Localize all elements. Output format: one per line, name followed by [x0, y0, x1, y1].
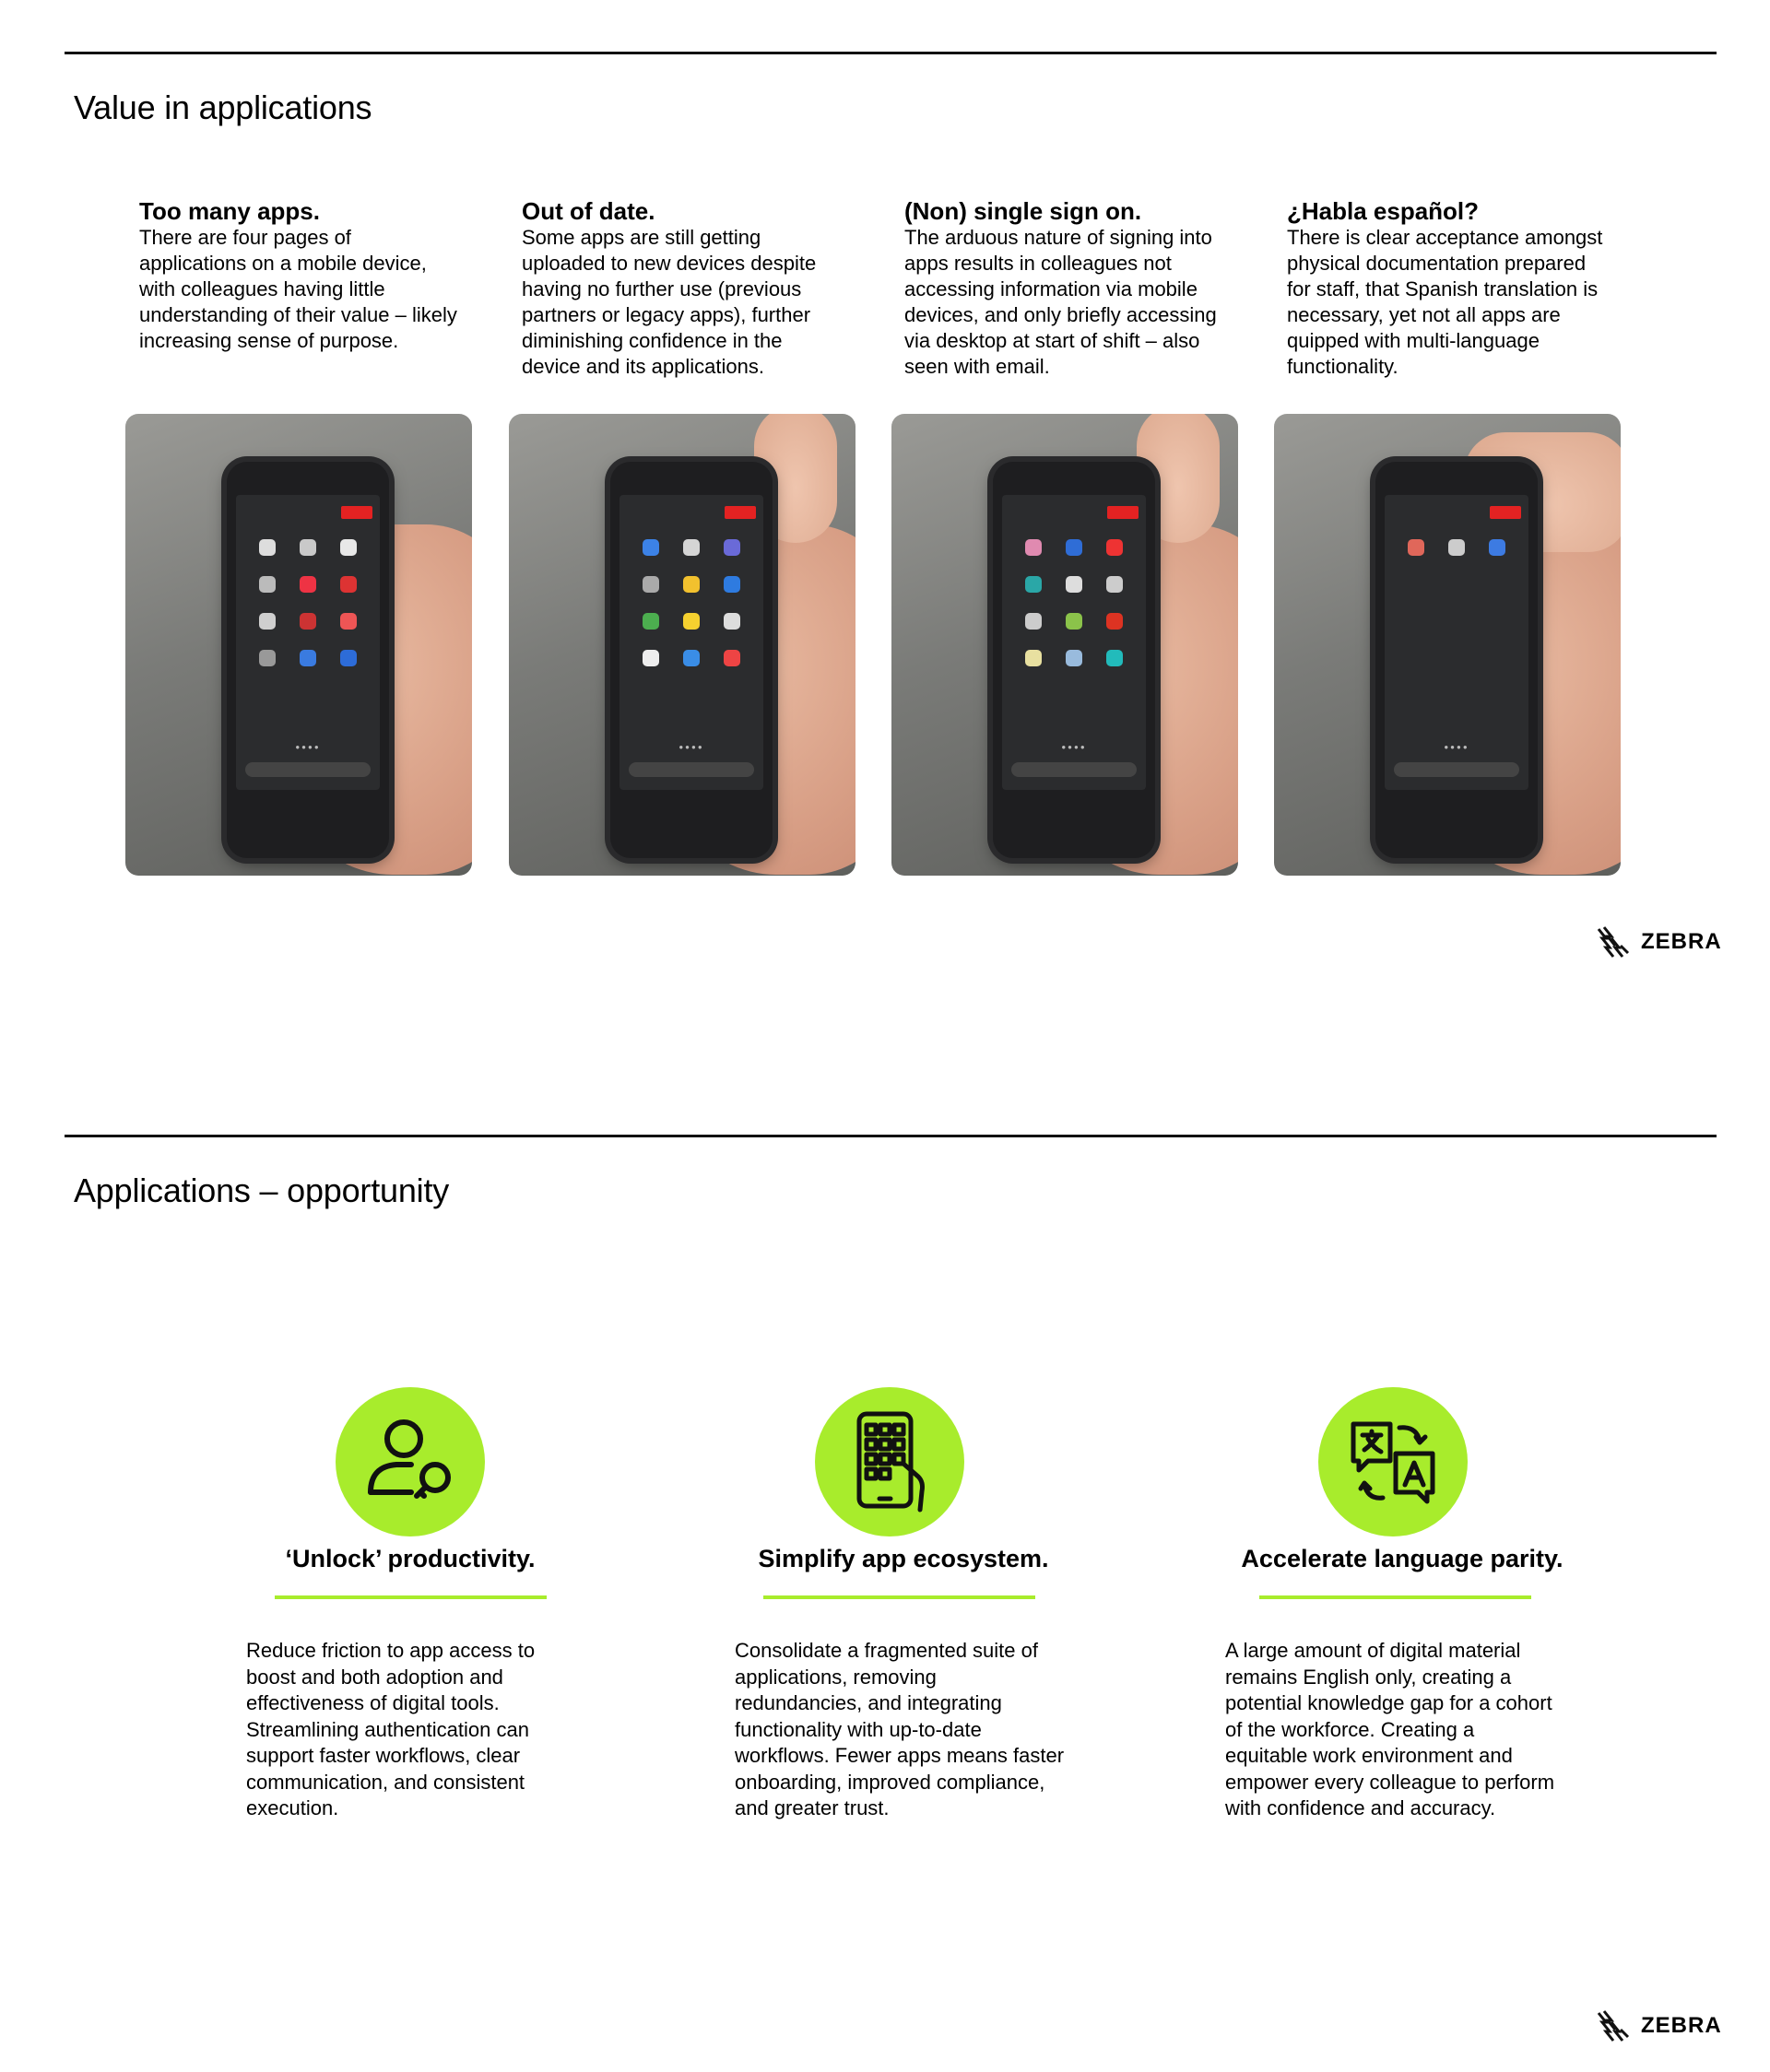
phone-screen — [1385, 495, 1528, 790]
column-title: (Non) single sign on. — [904, 197, 1142, 225]
app-grid-phone-icon — [815, 1387, 964, 1536]
column-title: Out of date. — [522, 197, 655, 225]
opportunity-title: Simplify app ecosystem. — [758, 1545, 1049, 1572]
column-out-of-date — [522, 197, 840, 380]
phone-screen — [620, 495, 763, 790]
app-grid — [247, 539, 369, 666]
page-dots: ●●●● — [1444, 743, 1469, 751]
column-body: There are four pages of applications on a mobile device, with colleagues having little understanding of their value – likely increasing sense of purpose. — [139, 226, 457, 352]
column-habla-espanol — [1287, 197, 1605, 380]
column-body: Some apps are still getting uploaded to new devices despite having no further use (previous partners or legacy apps), further diminishing confidence in the device and its applications. — [522, 226, 817, 378]
column-too-many-apps — [139, 197, 457, 354]
logout-badge — [1490, 506, 1521, 519]
accent-underline — [763, 1595, 1035, 1599]
opportunity-title: Accelerate language parity. — [1241, 1545, 1564, 1572]
search-bar — [245, 762, 371, 777]
accent-underline — [275, 1595, 547, 1599]
opportunity-body: Reduce friction to app access to boost and both adoption and effectiveness of digital tools. Streamlining authentication can support faster workflows, clear communication, and consistent execution. — [246, 1639, 536, 1819]
device-photo-out-of-date — [509, 414, 856, 876]
column-single-sign-on — [904, 197, 1222, 380]
app-grid — [1013, 539, 1135, 666]
phone-screen — [236, 495, 380, 790]
logout-badge — [341, 506, 372, 519]
device-photo-many-apps — [125, 414, 472, 876]
search-bar — [629, 762, 754, 777]
column-body: There is clear acceptance amongst physical documentation prepared for staff, that Spanish translation is necessary, yet not all apps are quipped with multi-language functionality. — [1287, 226, 1603, 378]
section-heading-opportunity: Applications – opportunity — [74, 1171, 450, 1209]
zebra-logo-bottom — [1597, 2009, 1722, 2043]
user-key-icon — [336, 1387, 485, 1536]
top-divider — [65, 52, 1717, 54]
column-title: ¿Habla español? — [1287, 197, 1480, 225]
column-title: Too many apps. — [139, 197, 320, 225]
phone-device — [227, 462, 389, 858]
app-grid — [1396, 539, 1517, 556]
section-heading-value: Value in applications — [74, 88, 372, 126]
accent-underline — [1259, 1595, 1531, 1599]
page-dots: ●●●● — [1061, 743, 1087, 751]
logout-badge — [725, 506, 756, 519]
app-grid — [631, 539, 752, 666]
phone-screen — [1002, 495, 1146, 790]
phone-device — [993, 462, 1155, 858]
search-bar — [1011, 762, 1137, 777]
device-photo-language — [1274, 414, 1621, 876]
logout-badge — [1107, 506, 1139, 519]
zebra-wordmark: ZEBRA — [1641, 2013, 1722, 2038]
translate-icon — [1318, 1387, 1468, 1536]
device-photo-sign-on — [891, 414, 1238, 876]
opportunity-body: Consolidate a fragmented suite of applications, removing redundancies, and integrating functionality with up-to-date workflows. Fewer apps means faster onboarding, improved compliance, and greater trust. — [735, 1639, 1065, 1819]
column-body: The arduous nature of signing into apps results in colleagues not accessing information via mobile devices, and only briefly accessing via desktop at start of shift – also seen with email. — [904, 226, 1217, 378]
middle-divider — [65, 1135, 1717, 1137]
page-dots: ●●●● — [295, 743, 321, 751]
zebra-logo — [1597, 925, 1722, 959]
phone-device — [610, 462, 773, 858]
zebra-stripes-icon — [1597, 2009, 1634, 2043]
opportunity-body: A large amount of digital material remains English only, creating a potential knowledge gap for a cohort of the workforce. Creating a equitable work environment and empower every colleague to perform with confidence and accuracy. — [1225, 1639, 1555, 1819]
search-bar — [1394, 762, 1519, 777]
phone-device — [1375, 462, 1538, 858]
page-dots: ●●●● — [678, 743, 704, 751]
zebra-stripes-icon — [1597, 925, 1634, 959]
opportunity-title: ‘Unlock’ productivity. — [285, 1545, 536, 1572]
zebra-wordmark: ZEBRA — [1641, 929, 1722, 954]
